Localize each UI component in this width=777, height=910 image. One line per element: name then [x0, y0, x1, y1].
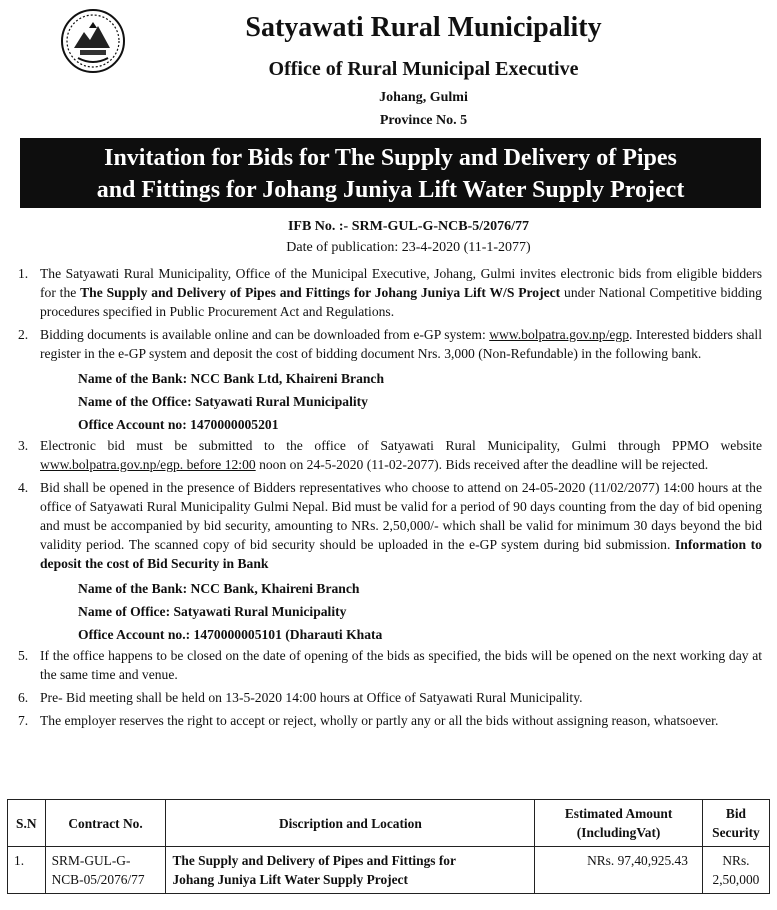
office-subtitle: Office of Rural Municipal Executive [268, 58, 579, 80]
bank-office-name: Name of Office: Satyawati Rural Municipality [78, 604, 347, 619]
cell-description [166, 847, 535, 894]
list-item-7 [18, 711, 762, 730]
header-estimated-amount [535, 800, 703, 847]
list-item-4 [18, 478, 762, 573]
publication-date: Date of publication: 23-4-2020 (11-1-2077) [286, 240, 531, 255]
bank-account: Office Account no.: 1470000005101 (Dharauti Khata [78, 627, 383, 642]
item-text [40, 325, 762, 363]
bank-office-name: Name of the Office: Satyawati Rural Municipality [78, 394, 368, 409]
item-text-part: Bidding documents is available online and can be downloaded from e-GP system: [40, 327, 490, 342]
bid-security-info-bold: Information to deposit the cost of Bid Security in Bank [40, 537, 762, 571]
item-number: 2. [18, 327, 29, 342]
egp-link[interactable]: www.bolpatra.gov.np/egp [489, 327, 629, 342]
province-line: Province No. 5 [379, 113, 468, 128]
description-line-1: The Supply and Delivery of Pipes and Fittings for [172, 853, 456, 868]
item-text-part: noon on 24-5-2020 (11-02-2077). Bids received after the deadline will be rejected. [255, 457, 709, 472]
header-bid-security [702, 800, 769, 847]
notice-body [18, 264, 762, 734]
list-item-5 [18, 646, 762, 684]
header-contract-no: Contract No. [45, 800, 166, 847]
header-security-line-1: Bid [725, 806, 746, 821]
bank-name: Name of the Bank: NCC Bank Ltd, Khaireni Branch [78, 371, 385, 386]
notice-heading-line-1: Invitation for Bids for The Supply and Delivery of Pipes [104, 145, 677, 171]
notice-heading-banner [20, 138, 761, 208]
item-text [40, 478, 762, 573]
table-header-row [8, 800, 770, 847]
item-text [40, 436, 762, 474]
item-number: 4. [18, 480, 29, 495]
contracts-table [7, 799, 770, 894]
project-name-bold: The Supply and Delivery of Pipes and Fittings for Johang Juniya Lift W/S Project [80, 285, 561, 300]
location-line: Johang, Gulmi [379, 90, 468, 105]
table-row [8, 847, 770, 894]
ppmo-link[interactable]: www.bolpatra.gov.np/egp. before 12:00 [40, 457, 256, 472]
bank-details-2 [18, 577, 762, 646]
cell-contract-no [45, 847, 166, 894]
header-amount-line-1: Estimated Amount [564, 806, 673, 821]
item-text [40, 264, 762, 321]
item-text-part: . Interested bidders shall register in the e-GP system and deposit the cost of bidding document Nrs. 3,000 (Non-Refundable) in the following bank. [40, 327, 762, 361]
municipality-title: Satyawati Rural Municipality [245, 12, 602, 43]
bank-account: Office Account no: 1470000005201 [78, 417, 279, 432]
item-number: 7. [18, 713, 29, 728]
list-item-1 [18, 264, 762, 321]
item-text: Pre- Bid meeting shall be held on 13-5-2020 14:00 hours at Office of Satyawati Rural Municipality. [40, 690, 583, 705]
list-item-3 [18, 436, 762, 474]
list-item-6 [18, 688, 762, 707]
item-number: 3. [18, 438, 29, 453]
cell-estimated-amount: NRs. 97,40,925.43 [535, 847, 703, 894]
bank-details-1 [18, 367, 762, 436]
security-line-1: NRs. [722, 853, 750, 868]
header-description: Discription and Location [166, 800, 535, 847]
security-line-2: 2,50,000 [712, 872, 760, 887]
item-text-part: Bid shall be opened in the presence of Bidders representatives who choose to attend on 24-05-2020 (11/02/2077) 14:00 hours at the office of Satyawati Rural Municipality Gulmi Nepal. Bid must be valid for a period of 90 days counting from the day of bid opening and must be accompanied by bid security, amounting to NRs. 2,50,000/- which shall be valid for minimum 30 days beyond the bid validity period. The scanned copy of bid security should be uploaded in the e-GP system during bid submission. [40, 480, 762, 552]
item-text: The employer reserves the right to accept or reject, wholly or partly any or all the bids without assigning reason, whatsoever. [40, 713, 719, 728]
description-line-2: Johang Juniya Lift Water Supply Project [172, 872, 408, 887]
ifb-number: IFB No. :- SRM-GUL-G-NCB-5/2076/77 [287, 219, 530, 234]
bank-name: Name of the Bank: NCC Bank, Khaireni Branch [78, 581, 360, 596]
item-text-part: under National Competitive bidding procedures specified in Public Procurement Act and Regulations. [40, 285, 762, 319]
header-amount-line-2: (IncludingVat) [576, 825, 661, 840]
notice-heading-line-2: and Fittings for Johang Juniya Lift Water Supply Project [96, 177, 685, 203]
contract-no-line-2: NCB-05/2076/77 [51, 872, 145, 887]
item-number: 6. [18, 690, 29, 705]
header-sn: S.N [8, 800, 46, 847]
item-text-part: Electronic bid must be submitted to the office of Satyawati Rural Municipality, Gulmi through PPMO website [40, 438, 762, 453]
item-number: 5. [18, 648, 29, 663]
cell-sn: 1. [8, 847, 46, 894]
item-text-part: The Satyawati Rural Municipality, Office of the Municipal Executive, Johang, Gulmi invites electronic bids from eligible bidders for the [40, 266, 762, 300]
list-item-2 [18, 325, 762, 363]
contract-no-line-1: SRM-GUL-G- [51, 853, 131, 868]
header-security-line-2: Security [712, 825, 760, 840]
item-text: If the office happens to be closed on the date of opening of the bids as specified, the bids will be opened on the next working day at the same time and venue. [40, 648, 762, 682]
cell-bid-security [702, 847, 769, 894]
item-number: 1. [18, 266, 29, 281]
